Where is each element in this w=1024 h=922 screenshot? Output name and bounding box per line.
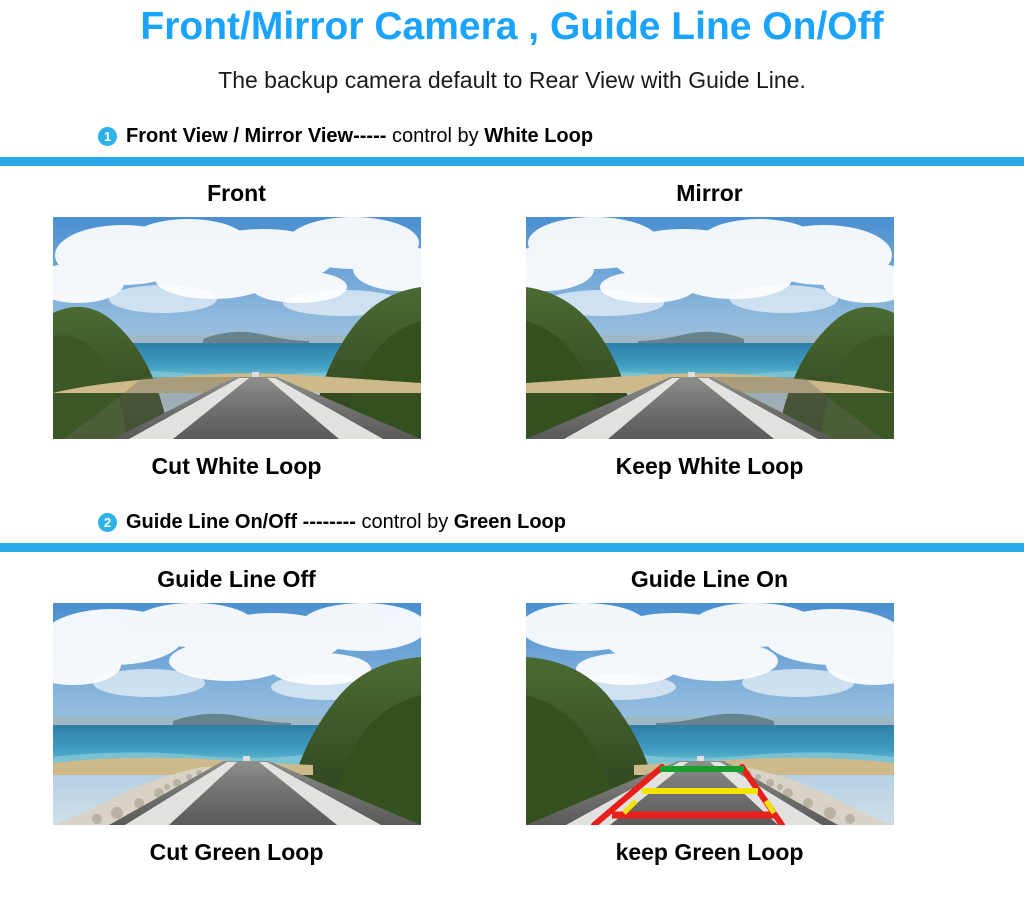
panel-mirror — [473, 180, 946, 480]
footer-spacer — [0, 866, 1024, 872]
panel-mirror-caption: Keep White Loop — [615, 453, 804, 479]
panel-guideline-off-caption: Cut Green Loop — [149, 839, 324, 865]
panel-front — [0, 180, 473, 480]
panel-front-title: Front — [207, 180, 266, 206]
camera-view-guideline-on — [526, 603, 894, 825]
section-1-sub: control by — [391, 124, 485, 147]
camera-view-mirror — [526, 217, 894, 439]
section-1-header — [0, 122, 1024, 150]
panel-guideline-on-caption: keep Green Loop — [615, 839, 804, 865]
step-badge-1: 1 — [98, 127, 117, 146]
section-2-header — [0, 508, 1024, 536]
camera-view-guideline-off — [53, 603, 421, 825]
section-1-panels — [0, 180, 1024, 480]
camera-view-front — [53, 217, 421, 439]
panel-front-caption: Cut White Loop — [151, 453, 322, 479]
road-scene-image-mirrored — [526, 217, 894, 439]
section-2-sub: control by — [361, 510, 454, 533]
section-2-main: Guide Line On/Off -------- — [126, 510, 362, 533]
infographic-page — [0, 4, 1024, 922]
section-1-divider — [0, 157, 1024, 166]
section-2-title — [126, 511, 566, 534]
page-title: Front/Mirror Camera , Guide Line On/Off — [140, 5, 884, 48]
panel-guideline-off-title: Guide Line Off — [157, 566, 316, 592]
section-1-tail: White Loop — [484, 124, 594, 147]
panel-guideline-off — [0, 566, 473, 866]
panel-mirror-title: Mirror — [676, 180, 743, 206]
step-badge-2: 2 — [98, 513, 117, 532]
panel-guideline-on-title: Guide Line On — [630, 566, 789, 592]
section-1-main: Front View / Mirror View----- — [126, 124, 392, 147]
road-scene-image — [53, 217, 421, 439]
section-2-divider — [0, 543, 1024, 552]
section-1-title — [126, 125, 593, 148]
section-2-panels — [0, 566, 1024, 866]
road-scene-image-rear-guidelines — [526, 603, 894, 825]
section-2-tail: Green Loop — [453, 510, 566, 533]
panel-guideline-on — [473, 566, 946, 866]
road-scene-image-rear — [53, 603, 421, 825]
page-subtitle: The backup camera default to Rear View with Guide Line. — [218, 67, 806, 93]
